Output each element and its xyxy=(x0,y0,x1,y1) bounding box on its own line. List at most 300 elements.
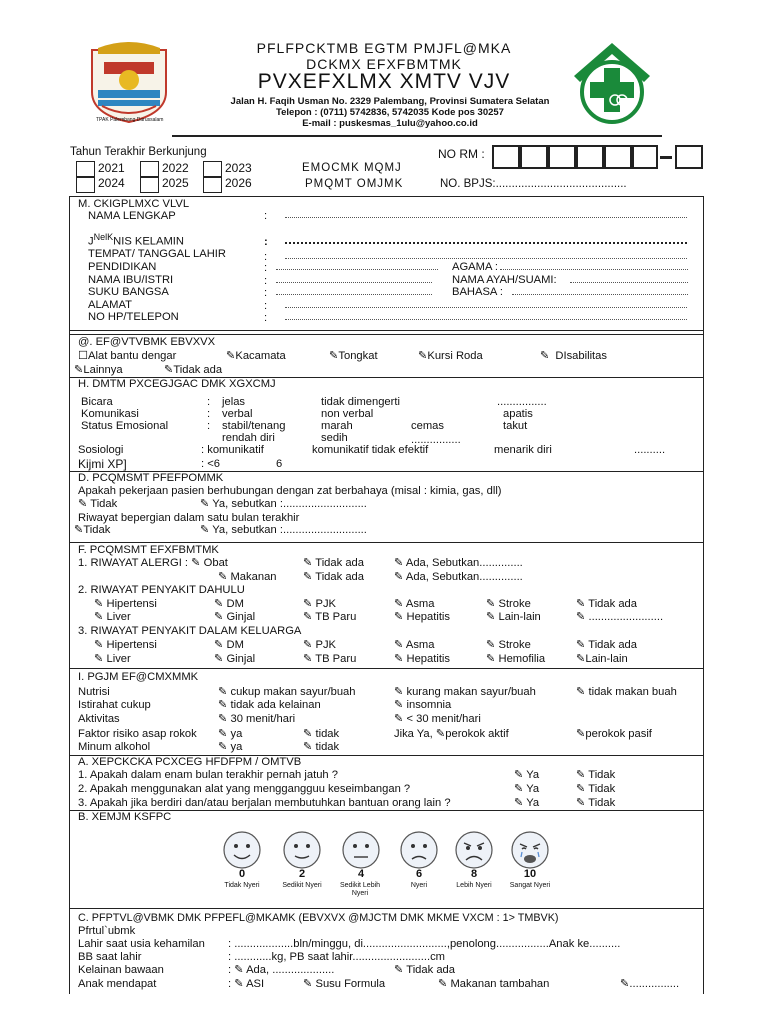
pain-label: Sedikit Lebih Nyeri xyxy=(339,882,381,897)
keluarga-hemofilia[interactable] xyxy=(486,653,545,666)
option-label: Kursi Roda xyxy=(427,350,483,362)
agama-label: AGAMA : xyxy=(452,261,499,273)
colon: : xyxy=(264,300,268,312)
option-label: Makanan tambahan xyxy=(450,978,550,990)
dahulu-asma[interactable] xyxy=(394,598,434,611)
pain-number: 0 xyxy=(238,868,246,880)
label-part: NIS KELAMIN xyxy=(113,235,184,248)
check-icon: ✎ xyxy=(214,611,227,623)
fall-q1-ya[interactable] xyxy=(514,769,539,782)
rokok-tidak[interactable] xyxy=(303,728,339,741)
option-label: tidak ada kelainan xyxy=(230,699,321,711)
colon: : xyxy=(264,236,268,248)
aktivitas-lt30[interactable] xyxy=(394,713,481,726)
option-label: Alat bantu dengar xyxy=(88,350,177,362)
option-label: < 30 menit/hari xyxy=(406,713,481,725)
fall-q2-tidak[interactable] xyxy=(576,783,615,796)
option-label: Stroke xyxy=(498,639,531,651)
colon: : xyxy=(264,312,268,324)
check-icon: ✎ xyxy=(576,611,589,623)
non-verbal-option[interactable]: non verbal xyxy=(321,408,374,420)
nutrisi-tidak[interactable] xyxy=(576,686,677,699)
check-icon: ✎ xyxy=(394,964,407,976)
suku-field[interactable] xyxy=(276,293,432,295)
option-label: tidak xyxy=(315,741,340,753)
check-icon: ✎ xyxy=(303,653,316,665)
ttl-field[interactable] xyxy=(285,257,687,259)
pain-face-8-icon[interactable] xyxy=(454,830,494,870)
aktivitas-label: Aktivitas xyxy=(78,713,120,725)
option-label: Liver xyxy=(106,611,131,623)
year-label: 2026 xyxy=(225,176,252,190)
option-label: perokok aktif xyxy=(445,728,509,740)
kacamata-option[interactable] xyxy=(226,350,286,363)
check-icon: ✎ xyxy=(394,639,406,651)
alkohol-tidak[interactable] xyxy=(303,741,339,754)
checkbox-icon: ☐ xyxy=(78,350,89,362)
tongkat-option[interactable] xyxy=(329,350,378,363)
status-label: Status Emosional xyxy=(81,420,169,432)
option-label: ya xyxy=(230,741,243,753)
stabil-option[interactable]: stabil/tenang xyxy=(222,420,286,432)
section-divider xyxy=(69,668,704,669)
option-label: Ya xyxy=(526,769,540,781)
no-rm-label: NO RM : xyxy=(438,147,485,161)
rm-digit-box[interactable] xyxy=(520,145,548,169)
year-2023-checkbox[interactable] xyxy=(203,161,222,177)
identity-title: M. CKIGPLMXC VLVL xyxy=(78,198,190,210)
check-icon: ✎ xyxy=(234,978,247,990)
keluarga-dm[interactable] xyxy=(214,639,244,652)
year-2024-checkbox[interactable] xyxy=(76,177,95,193)
dahulu-liver[interactable] xyxy=(94,611,131,624)
rm-digit-box[interactable] xyxy=(675,145,703,169)
colon: : xyxy=(228,964,232,976)
option-label: Tidak ada xyxy=(588,639,637,651)
agama-field[interactable] xyxy=(500,268,688,270)
year-2025-checkbox[interactable] xyxy=(140,177,159,193)
option-label: Ginjal xyxy=(226,653,256,665)
option-label: komunikatif xyxy=(207,444,264,456)
pendidikan-label: PENDIDIKAN xyxy=(88,261,157,273)
fall-q3-tidak[interactable] xyxy=(576,797,615,810)
check-icon: ✎ xyxy=(218,571,231,583)
pain-label: Sedikit Nyeri xyxy=(282,882,322,889)
check-icon: ✎ xyxy=(329,350,339,362)
lahir-field[interactable]: : ...................bln/minggu, di...........................,penolong.................Anak ke.......... xyxy=(228,938,621,950)
pain-number: 6 xyxy=(415,868,423,880)
anak-asi[interactable] xyxy=(228,978,264,991)
label-part: lK xyxy=(105,232,114,242)
option-label: Susu Formula xyxy=(315,978,386,990)
rokok-pasif[interactable] xyxy=(576,728,652,741)
ttl-label: TEMPAT/ TANGGAL LAHIR xyxy=(88,248,226,260)
nutrisi-label: Nutrisi xyxy=(78,686,110,698)
option-label: cukup makan sayur/buah xyxy=(230,686,356,698)
kursi-roda-option[interactable] xyxy=(418,350,483,363)
check-icon: ✎ xyxy=(200,524,213,536)
work-title: D. PCQMSMT PFEFPOMMK xyxy=(78,472,224,484)
check-icon: ✎ xyxy=(514,769,527,781)
fall-q1-tidak[interactable] xyxy=(576,769,615,782)
verbal-option[interactable]: verbal xyxy=(222,408,253,420)
year-label: 2021 xyxy=(98,161,125,175)
lainnya-option[interactable] xyxy=(74,364,123,377)
rm-dash xyxy=(660,156,672,159)
colon: : xyxy=(201,444,205,456)
work-ya-option[interactable] xyxy=(200,498,367,511)
rm-digit-box[interactable] xyxy=(492,145,520,169)
keluarga-stroke[interactable] xyxy=(486,639,531,652)
alergi-obat-tidak[interactable] xyxy=(303,557,364,570)
visit-code-2: PMQMT OMJMK xyxy=(305,178,404,190)
alergi-makanan[interactable] xyxy=(218,571,277,584)
year-2021-checkbox[interactable] xyxy=(76,161,95,177)
colon: : xyxy=(207,396,211,408)
check-icon: ✎ xyxy=(94,611,107,623)
check-icon: ✎ xyxy=(514,797,527,809)
pain-face-6-icon[interactable] xyxy=(399,830,439,870)
menarik-diri-option[interactable]: menarik diri xyxy=(494,444,552,456)
keluarga-lain[interactable] xyxy=(576,653,628,666)
fall-title: A. XEPCKCKA PCXCEG HFDFPM / OMTVB xyxy=(78,756,302,768)
section-divider xyxy=(69,908,704,909)
check-icon: ✎ xyxy=(164,364,174,376)
check-icon: ✎ xyxy=(576,783,589,795)
kelainan-ada[interactable] xyxy=(228,964,334,977)
logo-text: TPAK Palembang Darussalam xyxy=(96,117,164,123)
hp-field[interactable] xyxy=(285,318,687,320)
option-label: ................ xyxy=(629,978,680,990)
check-icon: ✎ xyxy=(94,653,107,665)
option-label: ........................ xyxy=(588,611,664,623)
ge6-option[interactable]: 6 xyxy=(276,458,283,470)
dahulu-tb[interactable] xyxy=(303,611,356,624)
keluarga-hepatitis[interactable] xyxy=(394,653,450,666)
colon: : xyxy=(228,978,232,990)
option-label: Lainnya xyxy=(83,364,123,376)
obat-label: Obat xyxy=(203,557,228,569)
check-icon: ✎ xyxy=(576,686,589,698)
check-icon: ✎ xyxy=(218,728,231,740)
check-icon: ✎ xyxy=(576,639,589,651)
tidak-dimengerti-option[interactable]: tidak dimengerti xyxy=(321,396,400,408)
check-icon: ✎ xyxy=(486,598,499,610)
alergi-makanan-tidak[interactable] xyxy=(303,571,364,584)
hist-title: F. PCQMSMT EFXFBMTMK xyxy=(78,544,219,556)
option-label: TB Paru xyxy=(315,611,357,623)
check-icon: ✎ xyxy=(394,653,407,665)
komunikatif-tidak-option[interactable]: komunikatif tidak efektif xyxy=(312,444,429,456)
check-icon: ✎ xyxy=(394,686,407,698)
fall-q2: 2. Apakah menggunakan alat yang menggangguu keseimbangan ? xyxy=(78,783,411,795)
dahulu-lain-field[interactable] xyxy=(576,611,663,624)
rm-digit-box[interactable] xyxy=(604,145,632,169)
option-label: Tidak ada xyxy=(588,598,637,610)
pain-face-4-icon[interactable] xyxy=(341,830,381,870)
check-icon: ✎ xyxy=(218,699,231,711)
fall-q2-ya[interactable] xyxy=(514,783,539,796)
ayah-field[interactable] xyxy=(570,281,688,283)
cemas-option[interactable]: cemas xyxy=(411,420,444,432)
colon: : xyxy=(264,251,268,263)
rokok-ya[interactable] xyxy=(218,728,242,741)
option-label: PJK xyxy=(315,598,337,610)
psy-title: H. DMTM PXCEGJGAC DMK XGXCMJ xyxy=(78,378,276,390)
kijmi-label: Kijmi XP] xyxy=(78,457,127,471)
dahulu-stroke[interactable] xyxy=(486,598,531,611)
rm-digit-box[interactable] xyxy=(548,145,576,169)
child-title: C. PFPTVL@VBMK DMK PFPEFL@MKAMK (EBVXVX @MJCTM DMK MKME VXCM : 1> TMBVK) xyxy=(78,912,559,924)
pendidikan-field[interactable] xyxy=(276,268,438,270)
option-label: Ada, Sebutkan.............. xyxy=(405,571,523,583)
rm-digit-box[interactable] xyxy=(632,145,658,169)
pain-label: Nyeri xyxy=(410,882,428,889)
bicara-extra[interactable]: ................ xyxy=(497,396,547,408)
pain-face-0-icon[interactable] xyxy=(222,830,262,870)
takut-option[interactable]: takut xyxy=(503,420,528,432)
dahulu-hepatitis[interactable] xyxy=(394,611,450,624)
option-label: PJK xyxy=(315,639,337,651)
option-label: DIsabilitas xyxy=(555,350,607,362)
option-label: Hipertensi xyxy=(106,598,157,610)
travel-tidak-option[interactable] xyxy=(74,524,110,537)
check-icon: ✎ xyxy=(576,728,586,740)
check-icon: ✎ xyxy=(218,741,231,753)
check-icon: ✎ xyxy=(576,797,589,809)
option-label: Tidak xyxy=(588,769,616,781)
work-question: Apakah pekerjaan pasien berhubungan dengan zat berbahaya (misal : kimia, gas, dll) xyxy=(78,485,502,497)
rokok-aktif[interactable] xyxy=(394,728,509,741)
option-label: Tidak ada xyxy=(406,964,455,976)
option-label: ASI xyxy=(246,978,265,990)
pain-label: Tidak Nyeri xyxy=(224,882,260,889)
alergi-obat-ada[interactable] xyxy=(394,557,523,570)
travel-ya-option[interactable] xyxy=(200,524,367,537)
dahulu-pjk[interactable] xyxy=(303,598,336,611)
check-icon: ✎ xyxy=(74,364,84,376)
colon: : xyxy=(264,210,268,222)
option-label: TB Paru xyxy=(315,653,357,665)
option-label: Tidak ada xyxy=(173,364,223,376)
colon: : xyxy=(264,275,268,287)
option-label: ya xyxy=(230,728,243,740)
keluarga-label: 3. RIWAYAT PENYAKIT DALAM KELUARGA xyxy=(78,625,302,637)
option-label: DM xyxy=(226,598,244,610)
jenis-kelamin-label xyxy=(88,232,184,249)
option-label: Asma xyxy=(405,639,435,651)
jelas-option[interactable]: jelas xyxy=(222,396,246,408)
header-title: PVXEFXLMX XMTV VJV xyxy=(257,70,511,93)
nutrisi-kurang[interactable] xyxy=(394,686,536,699)
fall-q1: 1. Apakah dalam enam bulan terakhir pernah jatuh ? xyxy=(78,769,338,781)
option-label: Ya, sebutkan :........................... xyxy=(212,524,367,536)
check-icon: ✎ xyxy=(200,498,213,510)
check-icon: ✎ xyxy=(303,611,316,623)
sedih-option[interactable]: sedih xyxy=(321,432,348,444)
komunikasi-label: Komunikasi xyxy=(81,408,139,420)
lt6-option[interactable] xyxy=(201,458,220,471)
aktivitas-30[interactable] xyxy=(218,713,295,726)
check-icon: ✎ xyxy=(486,611,499,623)
bb-field[interactable]: : ............kg, PB saat lahir.........................cm xyxy=(228,951,445,963)
option-label: Hemofilia xyxy=(498,653,546,665)
disabilitas-option[interactable] xyxy=(540,350,607,363)
check-icon: ✎ xyxy=(486,653,499,665)
check-icon: ✎ xyxy=(394,598,406,610)
header-line-2: DCKMX EFXFBMTMK xyxy=(306,56,462,72)
option-label: Ya xyxy=(526,783,540,795)
check-icon: ✎ xyxy=(303,728,316,740)
year-label: 2025 xyxy=(162,176,189,190)
option-label: perokok pasif xyxy=(585,728,652,740)
option-label: Lain-lain xyxy=(585,653,628,665)
option-label: Hipertensi xyxy=(106,639,157,651)
nutrisi-cukup[interactable] xyxy=(218,686,356,699)
alat-bantu-option[interactable] xyxy=(78,350,176,363)
colon: : xyxy=(207,408,211,420)
dahulu-lain[interactable] xyxy=(486,611,541,624)
travel-question: Riwayat bepergian dalam satu bulan terakhir xyxy=(78,512,300,524)
check-icon: ✎ xyxy=(394,571,406,583)
child-subtitle: Pfrtul`ubmk xyxy=(78,925,136,937)
check-icon: ✎ xyxy=(94,598,107,610)
dahulu-hipertensi[interactable] xyxy=(94,598,157,611)
check-icon: ✎ xyxy=(394,713,407,725)
check-icon: ✎ xyxy=(620,978,630,990)
check-icon: ✎ xyxy=(486,639,499,651)
option-label: Lain-lain xyxy=(498,611,541,623)
option-label: Tidak xyxy=(90,498,118,510)
label-part: Ne xyxy=(93,232,106,242)
option-label: Hepatitis xyxy=(406,611,451,623)
header-email: E-mail : puskesmas_1ulu@yahoo.co.id xyxy=(302,118,478,129)
check-icon: ✎ xyxy=(438,978,451,990)
keluarga-liver[interactable] xyxy=(94,653,131,666)
visit-code-1: EMOCMK MQMJ xyxy=(302,162,402,174)
pain-label: Lebih Nyeri xyxy=(456,882,492,889)
bahasa-label: BAHASA : xyxy=(452,286,503,298)
check-icon: ✎ xyxy=(303,557,316,569)
option-label: Stroke xyxy=(498,598,531,610)
pain-face-10-icon[interactable] xyxy=(510,830,550,870)
year-2026-checkbox[interactable] xyxy=(203,177,222,193)
rendah-diri-option[interactable]: rendah diri xyxy=(222,432,275,444)
colon: : xyxy=(264,287,268,299)
nama-field[interactable] xyxy=(285,216,687,218)
jika-label: Jika Ya, xyxy=(394,728,433,740)
bicara-label: Bicara xyxy=(81,396,113,408)
year-label: 2023 xyxy=(225,161,252,175)
visit-title: Tahun Terakhir Berkunjung xyxy=(70,146,207,158)
year-2022-checkbox[interactable] xyxy=(140,161,159,177)
check-icon: ✎ xyxy=(226,350,236,362)
fall-q3-ya[interactable] xyxy=(514,797,539,810)
check-icon: ✎ xyxy=(214,598,227,610)
option-label: Tidak xyxy=(83,524,111,536)
rm-digit-box[interactable] xyxy=(576,145,604,169)
tidak-ada-option[interactable] xyxy=(164,364,222,377)
check-icon: ✎ xyxy=(303,978,316,990)
keluarga-asma[interactable] xyxy=(394,639,434,652)
dahulu-tidak-ada[interactable] xyxy=(576,598,637,611)
pain-title: B. XEMJM KSFPC xyxy=(78,811,172,823)
istirahat-insomnia[interactable] xyxy=(394,699,451,712)
pain-number: 10 xyxy=(523,868,537,880)
pain-face-2-icon[interactable] xyxy=(282,830,322,870)
option-label: insomnia xyxy=(406,699,452,711)
check-icon: ✎ xyxy=(576,653,586,665)
check-icon: ✎ xyxy=(218,713,231,725)
alergi-text: 1. RIWAYAT ALERGI xyxy=(78,557,182,569)
dahulu-ginjal[interactable] xyxy=(214,611,255,624)
check-icon: ✎ xyxy=(191,557,201,569)
keluarga-ginjal[interactable] xyxy=(214,653,255,666)
check-icon: ✎ xyxy=(394,611,407,623)
option-label: DM xyxy=(226,639,244,651)
label-part: J xyxy=(88,235,94,248)
keluarga-tb[interactable] xyxy=(303,653,356,666)
suku-label: SUKU BANGSA xyxy=(88,286,169,298)
anak-susu[interactable] xyxy=(303,978,385,991)
sosiologi-extra[interactable]: .......... xyxy=(634,444,666,456)
alkohol-label: Minum alkohol xyxy=(78,741,151,753)
option-label: Kacamata xyxy=(235,350,286,362)
apatis-option[interactable]: apatis xyxy=(503,408,533,420)
anak-lain[interactable] xyxy=(620,978,679,991)
check-icon: ✎ xyxy=(94,639,107,651)
option-label: Asma xyxy=(405,598,435,610)
check-icon: ✎ xyxy=(576,769,589,781)
check-icon: ✎ xyxy=(418,350,428,362)
year-label: 2024 xyxy=(98,176,125,190)
kelainan-tidak[interactable] xyxy=(394,964,455,977)
check-icon: ✎ xyxy=(514,783,527,795)
alkohol-ya[interactable] xyxy=(218,741,242,754)
bahasa-field[interactable] xyxy=(512,293,688,295)
pain-number: 2 xyxy=(298,868,306,880)
marah-option[interactable]: marah xyxy=(321,420,353,432)
work-tidak-option[interactable] xyxy=(78,498,117,511)
bpjs-field[interactable]: NO. BPJS:......................................... xyxy=(440,178,627,190)
option-label: <6 xyxy=(207,458,220,470)
status-extra[interactable]: ................ xyxy=(411,434,461,446)
option-label: Tidak xyxy=(588,797,616,809)
lahir-label: Lahir saat usia kehamilan xyxy=(78,938,205,950)
option-label: Liver xyxy=(106,653,131,665)
keluarga-tidak-ada[interactable] xyxy=(576,639,637,652)
dahulu-dm[interactable] xyxy=(214,598,244,611)
anak-mt[interactable] xyxy=(438,978,549,991)
ibu-field[interactable] xyxy=(276,281,432,283)
check-icon: ✎ xyxy=(234,964,247,976)
option-label: Ada, Sebutkan.............. xyxy=(405,557,523,569)
keluarga-hipertensi[interactable] xyxy=(94,639,157,652)
keluarga-pjk[interactable] xyxy=(303,639,336,652)
komunikatif-option[interactable] xyxy=(201,444,264,457)
istirahat-normal[interactable] xyxy=(218,699,321,712)
alergi-makanan-ada[interactable] xyxy=(394,571,523,584)
check-icon: ✎ xyxy=(303,598,316,610)
check-icon: ✎ xyxy=(78,498,91,510)
hp-label: NO HP/TELEPON xyxy=(88,311,179,323)
year-label: 2022 xyxy=(162,161,189,175)
option-label: Makanan xyxy=(230,571,277,583)
option-label: tidak xyxy=(315,728,340,740)
check-icon: ✎ xyxy=(435,728,446,740)
jenis-kelamin-field[interactable] xyxy=(285,242,687,244)
alamat-field[interactable] xyxy=(285,306,687,308)
